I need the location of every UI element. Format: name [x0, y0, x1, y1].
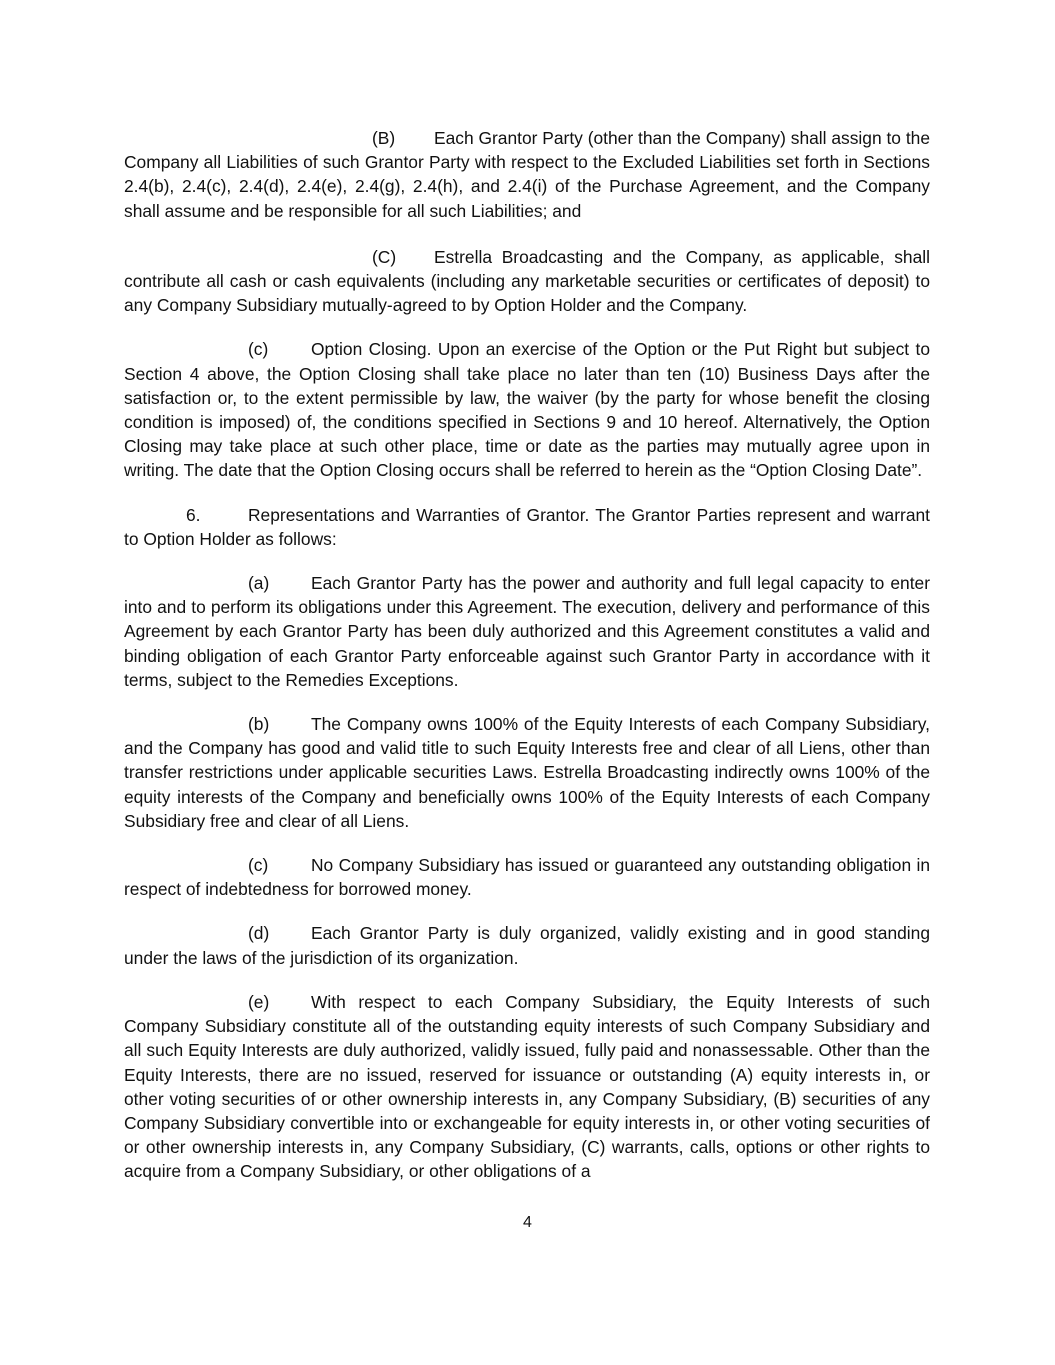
paragraph-text: Each Grantor Party has the power and authority and full legal capacity to enter into and to perform its obligations under this Agreement. The execution, delivery and performance of this Agreement by each Grantor Party has been duly authorized and this Agreement constitutes a valid and binding obligation of each Grantor Party enforceable against such Grantor Party in accordance with it terms, subject to the Remedies Exceptions. [124, 573, 930, 690]
paragraph-text: The Company owns 100% of the Equity Interests of each Company Subsidiary, and the Company has good and valid title to such Equity Interests free and clear of all Liens, other than transfer restrictions under applicable securities Laws. Estrella Broadcasting indirectly owns 100% of the equity interests of the Company and beneficially owns 100% of the Equity Interests of each Company Subsidiary free and clear of all Liens. [124, 714, 930, 831]
page-number: 4 [523, 1214, 532, 1231]
paragraph-marker: (B) [372, 128, 396, 148]
paragraph-text: Representations and Warranties of Grantor. The Grantor Parties represent and warrant to Option Holder as follows: [124, 504, 930, 549]
paragraph-e [124, 990, 930, 1184]
paragraph-a [124, 571, 930, 692]
paragraph-marker: (c) [248, 855, 269, 876]
paragraph-B [124, 126, 930, 223]
paragraph-option-closing [124, 337, 930, 482]
paragraph-marker: (c) [248, 339, 269, 360]
paragraph-marker: (e) [248, 991, 270, 1012]
paragraph-text: Each Grantor Party (other than the Company) shall assign to the Company all Liabilities of such Grantor Party with respect to the Excluded Liabilities set forth in Sections 2.4(b), 2.4(c), 2.4(d), 2.4(e), 2.4(g), 2.4(h), and 2.4(i) of the Purchase Agreement, and the Company shall assume and be responsible for all such Liabilities; and [124, 128, 930, 221]
paragraph-text: No Company Subsidiary has issued or guaranteed any outstanding obligation in respect of indebtedness for borrowed money. [124, 855, 930, 900]
paragraph-C [124, 245, 930, 318]
paragraph-b [124, 712, 930, 833]
paragraph-text: Estrella Broadcasting and the Company, as applicable, shall contribute all cash or cash equivalents (including any marketable securities or certificates of deposit) to any Company Subsidiary mutually-agreed to by Option Holder and the Company. [124, 246, 930, 316]
paragraph-marker: (a) [248, 573, 270, 594]
section-6-heading [124, 503, 930, 551]
paragraph-text: Option Closing. Upon an exercise of the Option or the Put Right but subject to Section 4 above, the Option Closing shall take place no later than ten (10) Business Days after the satisfaction or, to the extent permissible by law, the waiver (by the party for whose benefit the closing condition is imposed) of, the conditions specified in Sections 9 and 10 hereof. Alternatively, the Option Closing may take place at such other place, time or date as the parties may mutually agree upon in writing. The date that the Option Closing occurs shall be referred to herein as the “Option Closing Date”. [124, 339, 930, 481]
paragraph-marker: (d) [248, 923, 270, 944]
paragraph-d [124, 921, 930, 969]
paragraph-c [124, 853, 930, 901]
paragraph-marker: (b) [248, 714, 270, 735]
paragraph-marker: (C) [372, 246, 397, 267]
section-number: 6. [186, 504, 201, 525]
paragraph-text: With respect to each Company Subsidiary, the Equity Interests of such Company Subsidiary constitute all of the outstanding equity interests of such Company Subsidiary and all such Equity Interests are duly authorized, validly issued, fully paid and nonassessable. Other than the Equity Interests, there are no issued, reserved for issuance or outstanding (A) equity interests in, or other voting securities of or other ownership interests in, any Company Subsidiary, (B) securities of any Company Subsidiary convertible into or exchangeable for equity interests in, or other voting securities of or other ownership interests in, any Company Subsidiary, (C) warrants, calls, options or other rights to acquire from a Company Subsidiary, or other obligations of a [124, 991, 930, 1182]
paragraph-text: Each Grantor Party is duly organized, validly existing and in good standing under the laws of the jurisdiction of its organization. [124, 923, 930, 968]
document-page [124, 126, 930, 1204]
